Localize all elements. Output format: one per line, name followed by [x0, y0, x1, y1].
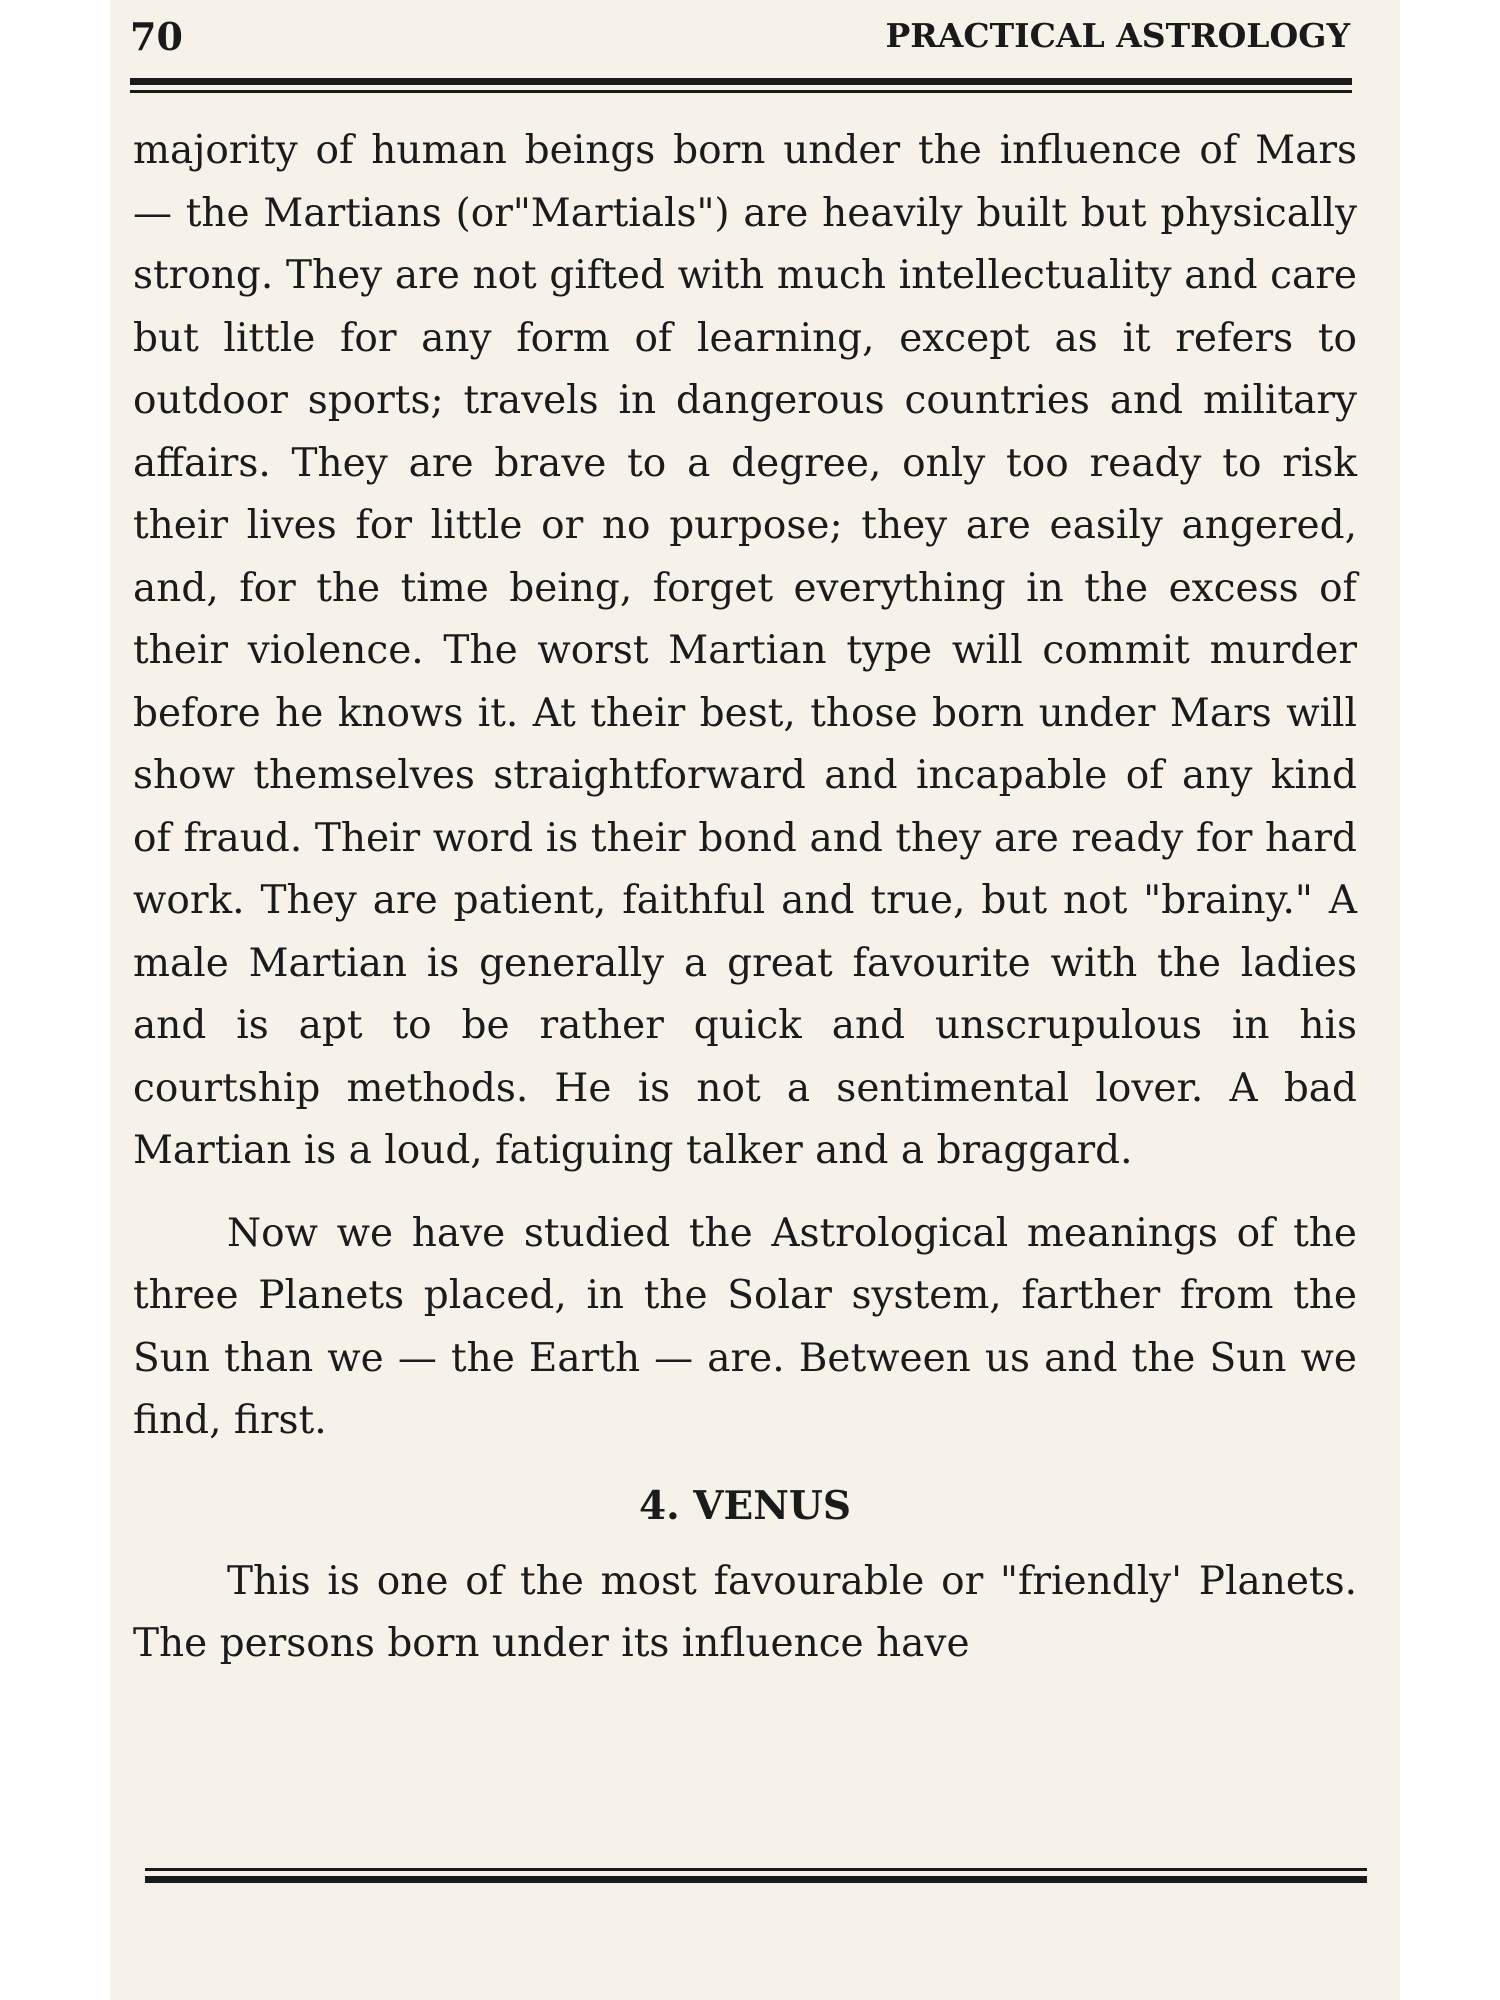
- page-header: [130, 14, 1350, 64]
- page-number: 70: [130, 14, 183, 59]
- footer-rule-thin: [145, 1868, 1367, 1871]
- page-body: [133, 120, 1357, 1676]
- paragraph-venus: This is one of the most favourable or "friendly' Planets. The persons born under its influence have: [133, 1558, 1357, 1666]
- paragraph-mars-continued: majority of human beings born under the influence of Mars — the Martians (or"Martials") are heavily built but physically strong. They are not gifted with much intellectuality and care but little for any form of learning, except as it refers to outdoor sports; travels in dangerous countries and military affairs. They are brave to a degree, only too ready to risk their lives for little or no purpose; they are easily angered, and, for the time being, forget everything in the excess of their violence. The worst Martian type will commit murder before he knows it. At their best, those born under Mars will show themselves straightforward and incapable of any kind of fraud. Their word is their bond and they are ready for hard work. They are patient, faithful and true, but not "brainy." A male Martian is generally a great favourite with the ladies and is apt to be rather quick and unscrupulous in his courtship methods. He is not a sentimental lover. A bad Martian is a loud, fatiguing talker and a braggard.: [133, 128, 1357, 1173]
- header-rule-thick: [130, 78, 1352, 85]
- running-head: PRACTICAL ASTROLOGY: [885, 16, 1350, 55]
- footer-rule-thick: [145, 1876, 1367, 1883]
- header-rule-thin: [130, 90, 1352, 93]
- section-heading-venus: 4. VENUS: [638, 1482, 852, 1529]
- paragraph-transition: Now we have studied the Astrological meanings of the three Planets placed, in the Solar system, farther from the Sun than we — the Earth — are. Between us and the Sun we find, first.: [133, 1210, 1357, 1443]
